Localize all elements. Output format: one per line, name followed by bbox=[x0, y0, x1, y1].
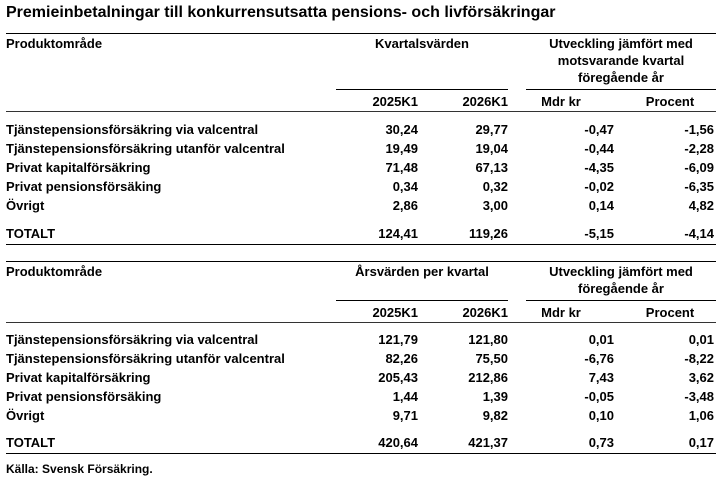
column-group-change-line1: Utveckling jämfört med bbox=[549, 36, 693, 51]
column-group-change-line3: föregående år bbox=[578, 70, 664, 85]
value-2025k1: 0,34 bbox=[392, 179, 418, 194]
value-mdr-kr: -0,02 bbox=[584, 179, 614, 194]
value-procent: -1,56 bbox=[684, 122, 714, 137]
row-label: Tjänstepensionsförsäkring utanför valcentral bbox=[6, 141, 285, 156]
group-underline-change bbox=[526, 300, 716, 301]
value-2026k1: 0,32 bbox=[482, 179, 508, 194]
total-procent: 0,17 bbox=[688, 435, 714, 450]
column-group-annual: Årsvärden per kvartal bbox=[355, 264, 489, 279]
value-2025k1: 71,48 bbox=[385, 160, 418, 175]
total-2025k1: 420,64 bbox=[378, 435, 418, 450]
value-procent: -6,09 bbox=[684, 160, 714, 175]
total-2025k1: 124,41 bbox=[378, 226, 418, 241]
total-procent: -4,14 bbox=[684, 226, 714, 241]
value-2026k1: 3,00 bbox=[482, 198, 508, 213]
subheader-mdr-kr: Mdr kr bbox=[541, 305, 581, 320]
subheader-2025k1: 2025K1 bbox=[372, 305, 418, 320]
value-2026k1: 29,77 bbox=[475, 122, 508, 137]
column-header-product: Produktområde bbox=[6, 264, 103, 279]
value-mdr-kr: 0,10 bbox=[588, 408, 614, 423]
value-procent: -2,28 bbox=[684, 141, 714, 156]
value-mdr-kr: -0,47 bbox=[584, 122, 614, 137]
value-2025k1: 1,44 bbox=[392, 389, 418, 404]
row-label: Privat kapitalförsäkring bbox=[6, 160, 151, 175]
value-procent: 0,01 bbox=[688, 332, 714, 347]
table-top-rule bbox=[6, 33, 716, 34]
value-2026k1: 121,80 bbox=[468, 332, 508, 347]
header-bottom-rule bbox=[6, 111, 716, 112]
value-2026k1: 75,50 bbox=[475, 351, 508, 366]
value-2026k1: 212,86 bbox=[468, 370, 508, 385]
total-2026k1: 421,37 bbox=[468, 435, 508, 450]
value-2025k1: 2,86 bbox=[392, 198, 418, 213]
group-underline-change bbox=[526, 89, 716, 90]
row-label: Övrigt bbox=[6, 198, 45, 213]
value-mdr-kr: -0,44 bbox=[584, 141, 614, 156]
subheader-mdr-kr: Mdr kr bbox=[541, 94, 581, 109]
total-label: TOTALT bbox=[6, 435, 56, 450]
table-bottom-rule bbox=[6, 453, 716, 454]
value-procent: -3,48 bbox=[684, 389, 714, 404]
group-underline-annual bbox=[336, 300, 508, 301]
value-mdr-kr: 0,01 bbox=[588, 332, 614, 347]
total-2026k1: 119,26 bbox=[468, 226, 508, 241]
value-2025k1: 82,26 bbox=[385, 351, 418, 366]
value-2025k1: 9,71 bbox=[392, 408, 418, 423]
value-2025k1: 121,79 bbox=[378, 332, 418, 347]
value-2026k1: 67,13 bbox=[475, 160, 508, 175]
column-group-change-line2: föregående år bbox=[578, 281, 664, 296]
row-label: Privat pensionsförsäking bbox=[6, 179, 162, 194]
row-label: Privat pensionsförsäking bbox=[6, 389, 162, 404]
table-top-rule bbox=[6, 261, 716, 262]
subheader-procent: Procent bbox=[645, 94, 695, 109]
value-mdr-kr: -0,05 bbox=[584, 389, 614, 404]
table-bottom-rule bbox=[6, 244, 716, 245]
column-group-change-line2: motsvarande kvartal bbox=[557, 53, 685, 68]
row-label: Tjänstepensionsförsäkring via valcentral bbox=[6, 332, 259, 347]
subheader-2025k1: 2025K1 bbox=[372, 94, 418, 109]
value-2026k1: 9,82 bbox=[482, 408, 508, 423]
total-label: TOTALT bbox=[6, 226, 56, 241]
value-procent: -8,22 bbox=[684, 351, 714, 366]
total-mdr-kr: -5,15 bbox=[584, 226, 614, 241]
value-2025k1: 30,24 bbox=[385, 122, 418, 137]
header-bottom-rule bbox=[6, 322, 716, 323]
source-note: Källa: Svensk Försäkring. bbox=[6, 462, 153, 476]
value-2025k1: 19,49 bbox=[385, 141, 418, 156]
column-group-change-line1: Utveckling jämfört med bbox=[549, 264, 693, 279]
value-procent: 1,06 bbox=[688, 408, 714, 423]
value-mdr-kr: 0,14 bbox=[588, 198, 614, 213]
value-procent: -6,35 bbox=[684, 179, 714, 194]
column-group-quarterly: Kvartalsvärden bbox=[375, 36, 469, 51]
value-2025k1: 205,43 bbox=[378, 370, 418, 385]
column-header-product: Produktområde bbox=[6, 36, 103, 51]
row-label: Tjänstepensionsförsäkring via valcentral bbox=[6, 122, 259, 137]
value-procent: 4,82 bbox=[688, 198, 714, 213]
value-2026k1: 19,04 bbox=[475, 141, 508, 156]
row-label: Privat kapitalförsäkring bbox=[6, 370, 151, 385]
row-label: Tjänstepensionsförsäkring utanför valcentral bbox=[6, 351, 285, 366]
row-label: Övrigt bbox=[6, 408, 45, 423]
total-mdr-kr: 0,73 bbox=[588, 435, 614, 450]
subheader-2026k1: 2026K1 bbox=[462, 305, 508, 320]
value-mdr-kr: 7,43 bbox=[588, 370, 614, 385]
value-mdr-kr: -6,76 bbox=[584, 351, 614, 366]
subheader-2026k1: 2026K1 bbox=[462, 94, 508, 109]
value-2026k1: 1,39 bbox=[482, 389, 508, 404]
page-title: Premieinbetalningar till konkurrensutsatta pensions- och livförsäkringar bbox=[6, 4, 556, 21]
subheader-procent: Procent bbox=[645, 305, 695, 320]
value-mdr-kr: -4,35 bbox=[584, 160, 614, 175]
value-procent: 3,62 bbox=[688, 370, 714, 385]
group-underline-quarterly bbox=[336, 89, 508, 90]
